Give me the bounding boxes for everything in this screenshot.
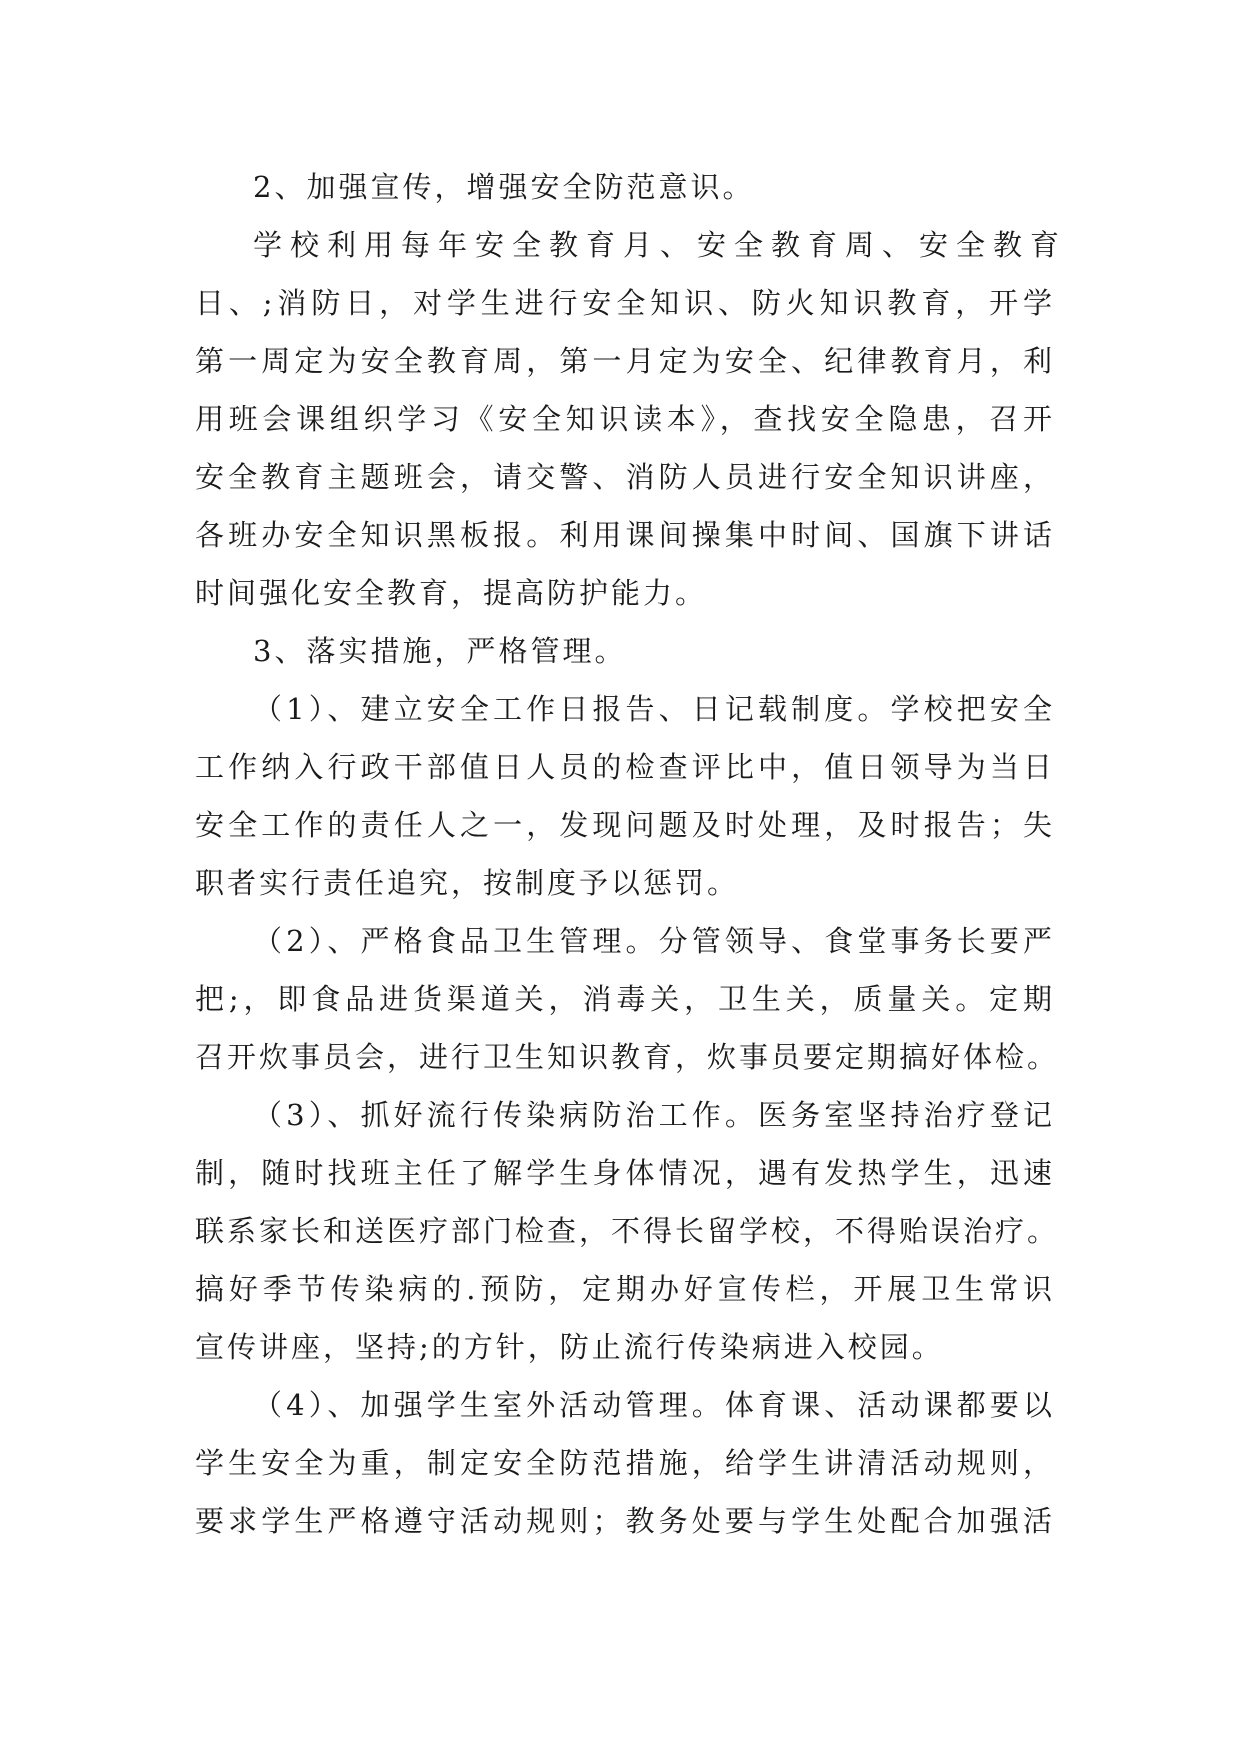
paragraph-line: （2）、严格食品卫生管理。分管领导、食堂事务长要严: [253, 924, 1055, 958]
section-heading: 3、落实措施，严格管理。: [253, 634, 627, 668]
paragraph-line: 用班会课组织学习《安全知识读本》，查找安全隐患，召开: [195, 402, 1055, 436]
paragraph-line: 职者实行责任追究，按制度予以惩罚。: [195, 866, 740, 900]
paragraph-line: （4）、加强学生室外活动管理。体育课、活动课都要以: [253, 1388, 1055, 1422]
paragraph-line: 学校利用每年安全教育月、安全教育周、安全教育: [253, 228, 1068, 262]
paragraph-line: 制，随时找班主任了解学生身体情况，遇有发热学生，迅速: [195, 1156, 1055, 1190]
paragraph-line: （1）、建立安全工作日报告、日记载制度。学校把安全: [253, 692, 1055, 726]
paragraph-line: 第一周定为安全教育周，第一月定为安全、纪律教育月，利: [195, 344, 1055, 378]
paragraph-line: 搞好季节传染病的.预防，定期办好宣传栏，开展卫生常识: [195, 1272, 1055, 1306]
paragraph-line: 时间强化安全教育，提高防护能力。: [195, 576, 708, 610]
paragraph-line: 学生安全为重，制定安全防范措施，给学生讲清活动规则，: [195, 1446, 1055, 1480]
paragraph-line: 联系家长和送医疗部门检查，不得长留学校，不得贻误治疗。: [195, 1214, 1060, 1248]
paragraph-line: 宣传讲座，坚持;的方针，防止流行传染病进入校园。: [195, 1330, 944, 1364]
paragraph-line: 召开炊事员会，进行卫生知识教育，炊事员要定期搞好体检。: [195, 1040, 1060, 1074]
paragraph-line: 把;，即食品进货渠道关，消毒关，卫生关，质量关。定期: [195, 982, 1055, 1016]
paragraph-line: （3）、抓好流行传染病防治工作。医务室坚持治疗登记: [253, 1098, 1055, 1132]
paragraph-line: 要求学生严格遵守活动规则；教务处要与学生处配合加强活: [195, 1504, 1055, 1538]
document-body: [195, 158, 1068, 1550]
paragraph-line: 各班办安全知识黑板报。利用课间操集中时间、国旗下讲话: [195, 518, 1055, 552]
paragraph-line: 工作纳入行政干部值日人员的检查评比中，值日领导为当日: [195, 750, 1055, 784]
section-heading: 2、加强宣传，增强安全防范意识。: [253, 170, 755, 204]
paragraph-line: 安全工作的责任人之一，发现问题及时处理，及时报告；失: [195, 808, 1055, 842]
paragraph-line: 安全教育主题班会，请交警、消防人员进行安全知识讲座，: [195, 460, 1055, 494]
paragraph-line: 日、;消防日，对学生进行安全知识、防火知识教育，开学: [195, 286, 1055, 320]
